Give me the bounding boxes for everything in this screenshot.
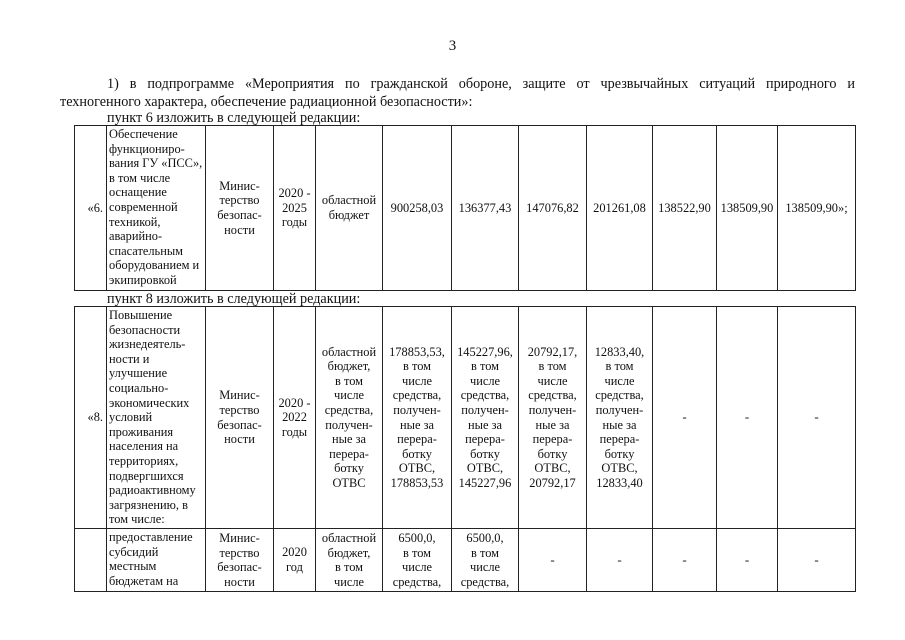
period: 2020 - 2022 годы <box>274 307 316 529</box>
amount-2025: 138509,90»; <box>778 126 856 291</box>
amount-2020: 136377,43 <box>452 126 519 291</box>
amount-2025: - <box>778 529 856 592</box>
amount-2022: 12833,40, в том числе средства, получен- ные за перера- ботку ОТВС, 12833,40 <box>587 307 653 529</box>
amount-2021: 20792,17, в том числе средства, получен- ные за перера- ботку ОТВС, 20792,17 <box>519 307 587 529</box>
amount-2024: 138509,90 <box>717 126 778 291</box>
measure-name: Обеспечение функциониро- вания ГУ «ПСС», в том числе оснащение современной техникой, аварийно- спасательным оборудованием и экипировкой <box>107 126 206 291</box>
amount-2024: - <box>717 529 778 592</box>
amount-2020: 145227,96, в том числе средства, получен- ные за перера- ботку ОТВС, 145227,96 <box>452 307 519 529</box>
row-number <box>75 529 107 592</box>
amount-2020: 6500,0, в том числе средства, <box>452 529 519 592</box>
period: 2020 - 2025 годы <box>274 126 316 291</box>
section-note-item-8: пункт 8 изложить в следующей редакции: <box>107 291 361 307</box>
amount-total: 900258,03 <box>383 126 452 291</box>
amount-2022: - <box>587 529 653 592</box>
executor: Минис- терство безопас- ности <box>206 126 274 291</box>
intro-paragraph <box>60 75 855 111</box>
executor: Минис- терство безопас- ности <box>206 307 274 529</box>
row-number: «6. <box>75 126 107 291</box>
amount-2024: - <box>717 307 778 529</box>
table-item-8 <box>74 306 856 592</box>
section-note-item-6: пункт 6 изложить в следующей редакции: <box>107 110 361 126</box>
amount-2022: 201261,08 <box>587 126 653 291</box>
measure-name: Повышение безопасности жизнедеятель- ности и улучшение социально- экономических условий проживания населения на территориях, подвергшихся радиоактивному загрязнению, в том числе: <box>107 307 206 529</box>
table-item-6 <box>74 125 856 291</box>
intro-line-2: техногенного характера, обеспечение радиационной безопасности»: <box>60 94 473 110</box>
funding-source: областной бюджет, в том числе <box>316 529 383 592</box>
table-row <box>75 126 856 291</box>
funding-source: областной бюджет, в том числе средства, получен- ные за перера- ботку ОТВС <box>316 307 383 529</box>
funding-source: областной бюджет <box>316 126 383 291</box>
amount-2025: - <box>778 307 856 529</box>
intro-line-1: 1) в подпрограмме «Мероприятия по гражданской обороне, защите от чрезвычайных ситуаций природного и <box>107 76 855 92</box>
executor: Минис- терство безопас- ности <box>206 529 274 592</box>
measure-name: предоставление субсидий местным бюджетам на <box>107 529 206 592</box>
amount-2023: - <box>653 529 717 592</box>
amount-2021: 147076,82 <box>519 126 587 291</box>
row-number: «8. <box>75 307 107 529</box>
table-row <box>75 529 856 592</box>
page-number: 3 <box>448 38 457 54</box>
amount-2023: 138522,90 <box>653 126 717 291</box>
table-row <box>75 307 856 529</box>
period: 2020 год <box>274 529 316 592</box>
amount-total: 178853,53, в том числе средства, получен- ные за перера- ботку ОТВС, 178853,53 <box>383 307 452 529</box>
amount-2021: - <box>519 529 587 592</box>
amount-total: 6500,0, в том числе средства, <box>383 529 452 592</box>
amount-2023: - <box>653 307 717 529</box>
